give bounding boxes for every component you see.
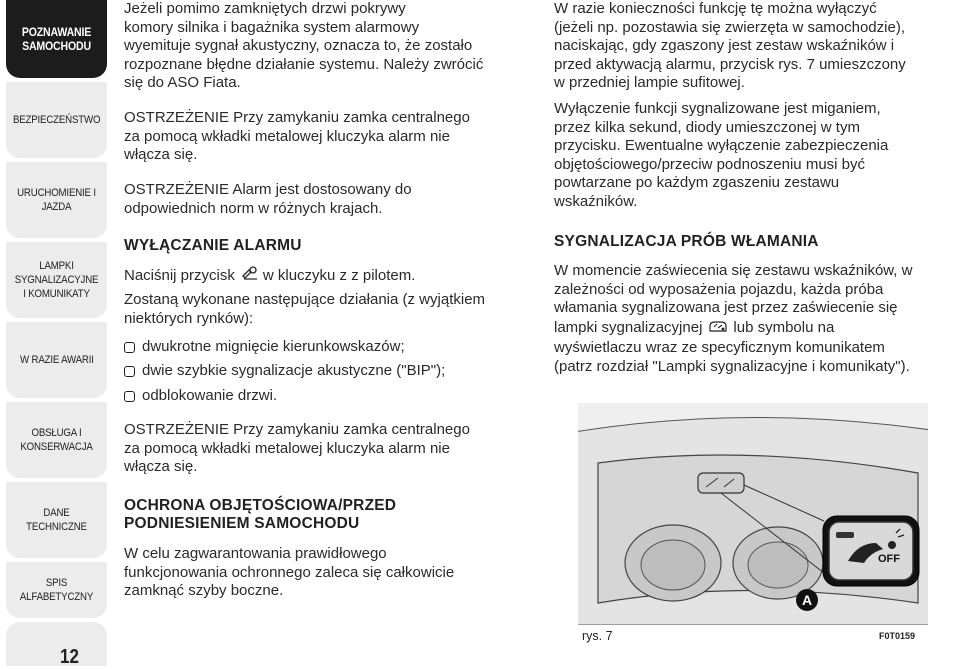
page-number-box [6, 622, 107, 666]
text-line: za pomocą wkładki metalowej kluczyka alarm nie [124, 439, 450, 457]
text-line: Zostaną wykonane następujące działania (z wyjątkiem [124, 291, 486, 308]
text-line: się do ASO Fiata. [124, 74, 241, 91]
text-line: odpowiednich norm w różnych krajach. [124, 199, 383, 217]
nav-dane-techniczne[interactable]: DANE TECHNICZNE [6, 482, 107, 558]
paragraph-alarm-error [124, 0, 483, 93]
alarm-warning-lamp-icon [707, 318, 729, 340]
text-line: wyemituje sygnał akustyczny, oznacza to, że zostało [124, 37, 473, 54]
text-line: naciskając, gdy zgaszony jest zestaw wskaźników i [554, 37, 895, 54]
figure-code: F0T0159 [879, 631, 916, 641]
text-fragment: lub symbolu na [733, 319, 835, 336]
checkbox-bullet-icon [124, 366, 135, 377]
figure-caption: rys. 7 [582, 629, 613, 643]
text-line: (patrz rozdział "Lampki sygnalizacyjne i komunikaty"). [554, 357, 910, 375]
text-line: wskaźników. [554, 192, 638, 210]
nav-bezpieczenstwo[interactable]: BEZPIECZEŃSTWO [6, 82, 107, 158]
text-line: włącza się. [124, 146, 198, 163]
bullet-text: odblokowanie drzwi. [142, 387, 278, 404]
text-fragment: w kluczyku z z pilotem. [262, 266, 416, 284]
page-number: 12 [60, 646, 79, 668]
warning-central-lock [124, 109, 470, 165]
text-line: za pomocą wkładki metalowej kluczyka alarm nie [124, 127, 450, 145]
text-line: (jeżeli np. pozostawia się zwierzęta w samochodzie), [554, 18, 905, 36]
text-line: przez kilka sekund, diody umieszczonej w tym [554, 118, 860, 136]
bullet-item [124, 387, 277, 406]
text-fragment: Naciśnij przycisk [124, 266, 235, 284]
bullet-item [124, 338, 405, 357]
heading-ochrona-objetosciowa [124, 497, 396, 533]
text-line: OSTRZEŻENIE Przy zamykaniu zamka centralnego [124, 109, 470, 126]
text-line: Jeżeli pomimo zamkniętych drzwi pokrywy [124, 0, 406, 17]
warning-central-lock-2 [124, 421, 470, 477]
text-line: wyświetlaczu wraz ze specyficznym komunikatem [554, 339, 885, 356]
figure-front-ceiling-lamp [578, 403, 928, 625]
text-fragment: lampki sygnalizacyjnej [554, 319, 703, 336]
text-line: przycisku. Ewentualne wyłączenie zabezpieczenia [554, 137, 889, 154]
text-line: zamknąć szyby boczne. [124, 582, 284, 599]
nav-spis-alfabetyczny[interactable]: SPIS ALFABETYCZNY [6, 562, 107, 618]
nav-lampki-sygnalizacyjne[interactable]: LAMPKI SYGNALIZACYJNE I KOMUNIKATY [6, 242, 107, 318]
nav-uruchomienie-i-jazda[interactable]: URUCHOMIENIE I JAZDA [6, 162, 107, 238]
heading-wylaczanie-alarmu: WYŁĄCZANIE ALARMU [124, 237, 302, 254]
checkbox-bullet-icon [124, 342, 135, 353]
heading-line: OCHRONA OBJĘTOŚCIOWA/PRZED [124, 497, 397, 514]
off-button-label: OFF [878, 553, 900, 565]
text-line: komory silnika i bagażnika system alarmowy [124, 18, 420, 36]
text-line: OSTRZEŻENIE Alarm jest dostosowany do [124, 181, 412, 198]
bullet-text: dwukrotne mignięcie kierunkowskazów; [142, 338, 405, 355]
nav-w-razie-awarii[interactable]: W RAZIE AWARII [6, 322, 107, 398]
text-line: w przedniej lampie sufitowej. [554, 74, 745, 91]
text-line: objętościowego/przeciw podnoszeniu musi być [554, 155, 866, 173]
paragraph-disable-function [554, 0, 906, 93]
text-line: rozpoznane błędne działanie systemu. Należy zwrócić [124, 55, 484, 73]
text-line: W celu zagwarantowania prawidłowego [124, 545, 387, 562]
text-line: zależności od wyposażenia pojazdu, każda próba [554, 280, 884, 298]
paragraph-close-windows [124, 545, 454, 601]
warning-alarm-norms [124, 181, 412, 218]
text-line: W razie konieczności funkcję tę można wyłączyć [554, 0, 877, 17]
nav-poznawanie-samochodu[interactable]: POZNAWANIE SAMOCHODU [6, 0, 107, 78]
text-line: Wyłączenie funkcji sygnalizowane jest miganiem, [554, 100, 881, 117]
paragraph-press-button [124, 266, 415, 286]
paragraph-disable-signal [554, 100, 888, 211]
text-line: OSTRZEŻENIE Przy zamykaniu zamka centralnego [124, 421, 470, 438]
nav-obsluga-i-konserwacja[interactable]: OBSŁUGA I KONSERWACJA [6, 402, 107, 478]
text-line: włącza się. [124, 458, 198, 475]
bullet-text: dwie szybkie sygnalizacje akustyczne ("BIP"); [142, 362, 446, 379]
paragraph-break-in-signal [554, 262, 912, 376]
text-line: niektórych rynków): [124, 309, 254, 327]
text-line: W momencie zaświecenia się zestawu wskaźników, w [554, 262, 913, 279]
text-line: funkcjonowania ochronnego zaleca się całkowicie [124, 563, 455, 581]
bullet-item [124, 362, 445, 381]
chapter-sidebar [0, 0, 113, 666]
heading-sygnalizacja-prob-wlamania: SYGNALIZACJA PRÓB WŁAMANIA [554, 233, 819, 250]
text-line: włamania sygnalizowana jest przez zaświecenie się [554, 299, 898, 316]
text-line: powtarzane po każdym zgaszeniu zestawu [554, 174, 840, 191]
paragraph-actions-intro [124, 291, 485, 328]
key-unlock-icon [241, 266, 259, 286]
ceiling-lamp-illustration [578, 403, 928, 625]
callout-a: A [796, 589, 818, 611]
heading-line: PODNIESIENIEM SAMOCHODU [124, 515, 360, 532]
checkbox-bullet-icon [124, 391, 135, 402]
text-line [554, 318, 912, 340]
text-line: przed aktywacją alarmu, przycisk rys. 7 umieszczony [554, 55, 906, 73]
